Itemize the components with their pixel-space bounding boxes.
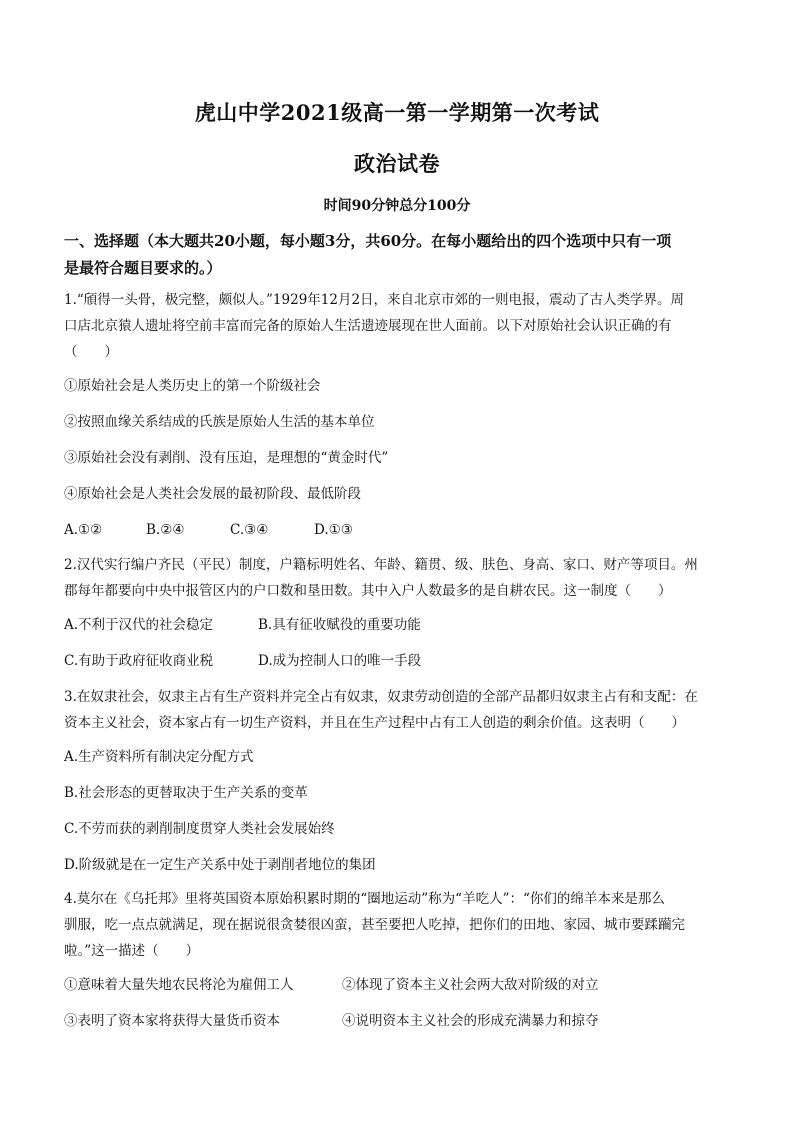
question-1-text: 口店北京猿人遗址将空前丰富而完备的原始人生活遗迹展现在世人面前。以下对原始社会认识正确的有 xyxy=(64,318,672,334)
q2-option-c: C.有助于政府征收商业税 xyxy=(64,653,214,669)
exam-title: 虎山中学2021级高一第一学期第一次考试 xyxy=(194,100,600,125)
q1-option-a: A.①② xyxy=(64,522,103,538)
q3-option-a: A.生产资料所有制决定分配方式 xyxy=(64,749,254,765)
q1-statement-4: ④原始社会是人类社会发展的最初阶段、最低阶段 xyxy=(64,486,361,502)
section-heading xyxy=(64,228,734,282)
q1-statement-3: ③原始社会没有剥削、没有压迫，是理想的“黄金时代” xyxy=(64,450,389,466)
q2-option-a: A.不利于汉代的社会稳定 xyxy=(64,617,214,633)
section-heading-line: 一、选择题（本大题共20小题，每小题3分，共60分。在每小题给出的四个选项中只有一项 xyxy=(64,232,672,250)
section-heading-line: 是最符合题目要求的。） xyxy=(64,259,222,277)
question-1-text: 1.“頎得一头骨，极完整，颇似人。”1929年12月2日，来自北京市郊的一则电报，震动了古人类学界。周 xyxy=(64,292,685,308)
q4-statement-4: ④说明资本主义社会的形成充满暴力和掠夺 xyxy=(342,1013,599,1029)
q3-option-d: D.阶级就是在一定生产关系中处于剥削者地位的集团 xyxy=(64,857,376,873)
subject-title: 政治试卷 xyxy=(354,151,440,176)
q1-option-d: D.①③ xyxy=(314,522,353,538)
question-2-text: 郡每年都要向中央中报管区内的户口数和垦田数。其中入户人数最多的是自耕农民。这一制度（ ） xyxy=(64,583,672,599)
q4-statement-3: ③表明了资本家将获得大量货币资本 xyxy=(64,1013,280,1029)
q2-option-d: D.成为控制人口的唯一手段 xyxy=(258,653,422,669)
q1-statement-1: ①原始社会是人类历史上的第一个阶级社会 xyxy=(64,378,321,394)
question-3-text: 3.在奴隶社会，奴隶主占有生产资料并完全占有奴隶，奴隶劳动创造的全部产品都归奴隶主占有和支配：在 xyxy=(64,689,698,705)
q4-statement-1: ①意味着大量失地农民将沦为雇佣工人 xyxy=(64,977,294,993)
q1-option-b: B.②④ xyxy=(146,522,185,538)
question-4-text: 4.莫尔在《乌托邦》里将英国资本原始积累时期的“圈地运动”称为“羊吃人”：“你们的绵羊本来是那么 xyxy=(64,891,665,907)
q4-statement-2: ②体现了资本主义社会两大敌对阶级的对立 xyxy=(342,977,599,993)
q3-option-b: B.社会形态的更替取决于生产关系的变革 xyxy=(64,785,308,801)
q1-option-c: C.③④ xyxy=(230,522,269,538)
question-3-text: 资本主义社会，资本家占有一切生产资料，并且在生产过程中占有工人创造的剩余价值。这表明（ ） xyxy=(64,715,685,731)
question-1-blank: （ ） xyxy=(64,344,118,360)
question-2-text: 2.汉代实行编户齐民（平民）制度，户籍标明姓名、年龄、籍贯、级、肤色、身高、家口、财产等项目。州 xyxy=(64,557,698,573)
q1-statement-2: ②按照血缘关系结成的氏族是原始人生活的基本单位 xyxy=(64,414,375,430)
q2-option-b: B.具有征收赋役的重要功能 xyxy=(258,617,421,633)
q3-option-c: C.不劳而获的剥削制度贯穿人类社会发展始终 xyxy=(64,821,335,837)
question-4-text: 啦。”这一描述（ ） xyxy=(64,943,200,959)
question-4-text: 驯服，吃一点点就满足，现在据说很贪婪很凶蛮，甚至要把人吃掉，把你们的田地、家园、城市要蹂躏完 xyxy=(64,917,685,933)
exam-info: 时间90分钟总分100分 xyxy=(323,198,471,214)
